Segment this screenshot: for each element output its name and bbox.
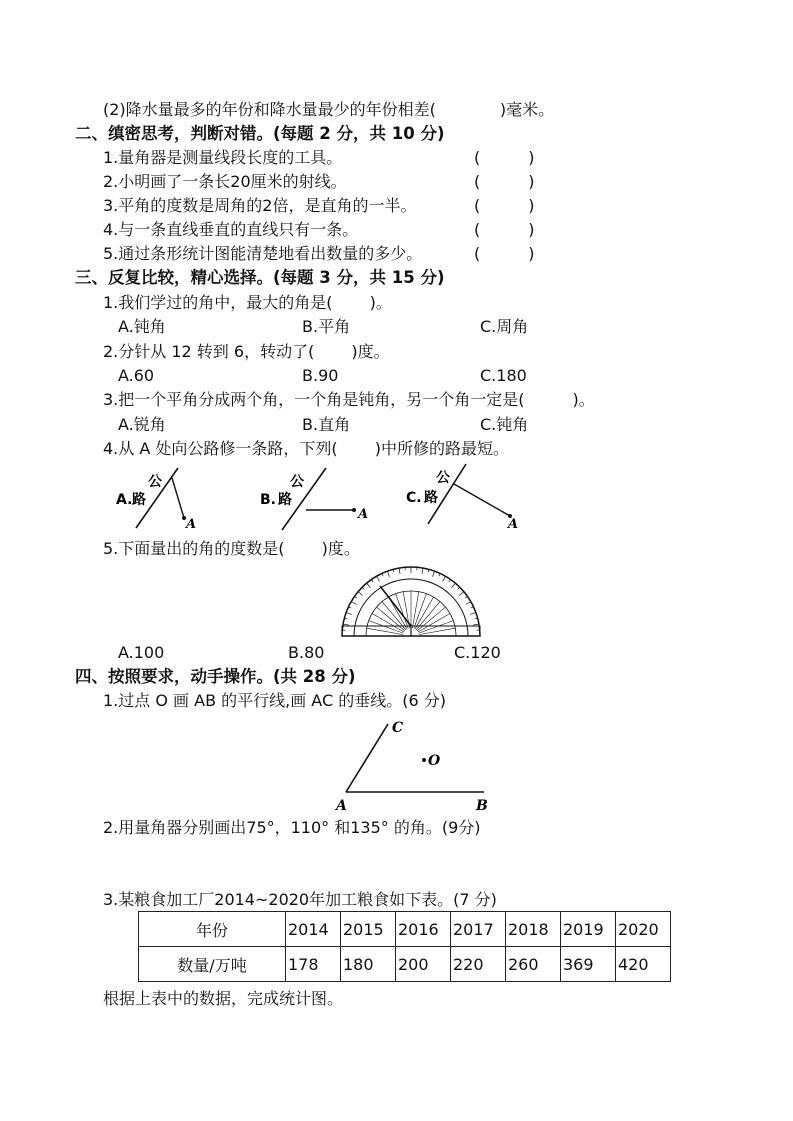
judge-item-4: 4.与一条直线垂直的直线只有一条。	[103, 220, 359, 239]
road-figure-c[interactable]	[406, 464, 518, 532]
choice-q3: 3.把一个平角分成两个角，一个角是钝角，另一个角一定是( )。	[103, 390, 595, 409]
choice-q2: 2.分针从 12 转到 6，转动了( )度。	[103, 342, 390, 361]
operate-q2: 2.用量角器分别画出75°，110° 和135° 的角。(9分)	[103, 818, 481, 837]
table-year-cell: 2014	[286, 912, 341, 947]
section-3-title: 三、反复比较，精心选择。(每题 3 分，共 15 分)	[75, 268, 445, 287]
table-year-cell: 2018	[506, 912, 561, 947]
table-year-cell: 2017	[451, 912, 506, 947]
table-value-cell: 180	[341, 947, 396, 982]
protractor-tick	[428, 569, 429, 572]
road-c-gong: 公	[436, 470, 450, 486]
table-year-cell: 2020	[616, 912, 671, 947]
choice-q3-option-a[interactable]: A.锐角	[118, 415, 166, 434]
judge-item-2: 2.小明画了一条长20厘米的射线。	[103, 172, 347, 191]
protractor-tick	[471, 607, 474, 608]
table-year-cell: 2019	[561, 912, 616, 947]
protractor-tick	[351, 602, 356, 605]
protractor-tick	[449, 579, 451, 581]
protractor-tick	[362, 587, 364, 589]
protractor-tick	[443, 576, 446, 581]
road-c-path-line	[454, 484, 510, 516]
protractor-tick	[475, 618, 478, 619]
protractor-tick	[459, 592, 464, 596]
table-value-cell: 178	[286, 947, 341, 982]
protractor-tick	[367, 583, 371, 588]
protractor-tick	[465, 596, 467, 598]
road-a-gong: 公	[148, 474, 162, 490]
choice-q5-option-c[interactable]: C.120	[454, 643, 501, 662]
judge-bracket-4[interactable]: ( )	[474, 220, 535, 239]
section-2-title: 二、缜密思考，判断对错。(每题 2 分，共 10 分)	[75, 124, 445, 143]
protractor-measured-ray	[380, 586, 411, 626]
section-4-title: 四、按照要求，动手操作。(共 28 分)	[75, 667, 356, 686]
protractor-ray	[417, 607, 445, 631]
point-o	[422, 758, 426, 762]
table-year-cell: 2016	[396, 912, 451, 947]
table-header-year: 年份	[139, 912, 286, 947]
road-b-label: B.	[260, 492, 276, 508]
choice-q1-option-c[interactable]: C.周角	[480, 317, 529, 336]
protractor-tick	[343, 624, 349, 625]
judge-bracket-3[interactable]: ( )	[474, 196, 535, 215]
road-figure-b[interactable]	[260, 468, 368, 530]
label-o: O	[428, 753, 441, 769]
choice-q3-option-b[interactable]: B.直角	[302, 415, 351, 434]
choice-q1-option-b[interactable]: B.平角	[302, 317, 351, 336]
choice-q2-option-b[interactable]: B.90	[302, 366, 339, 385]
road-c-point-label: A	[508, 517, 519, 532]
protractor-tick	[470, 612, 476, 614]
protractor-tick	[433, 571, 435, 577]
road-figures	[110, 462, 540, 534]
protractor-figure	[340, 560, 482, 640]
choice-q2-option-a[interactable]: A.60	[118, 366, 155, 385]
label-b: B	[476, 798, 488, 812]
label-a: A	[336, 798, 347, 812]
protractor-tick	[377, 576, 380, 581]
protractor-tick	[473, 624, 479, 625]
protractor-tick	[371, 579, 373, 581]
judge-bracket-5[interactable]: ( )	[474, 244, 535, 263]
judge-item-5: 5.通过条形统计图能清楚地看出数量的多少。	[103, 244, 423, 263]
protractor-ray	[377, 607, 405, 631]
road-a-label: A.	[116, 492, 133, 508]
choice-q5: 5.下面量出的角的度数是( )度。	[103, 539, 360, 558]
table-header-quantity: 数量/万吨	[139, 947, 286, 982]
protractor-tick	[358, 592, 363, 596]
choice-q5-option-a[interactable]: A.100	[118, 643, 165, 662]
protractor-tick	[387, 571, 389, 577]
protractor-tick	[466, 602, 471, 605]
table-value-cell: 200	[396, 947, 451, 982]
grain-table	[138, 911, 671, 982]
road-a-point-label: A	[186, 517, 197, 532]
table-row	[139, 947, 671, 982]
choice-q4: 4.从 A 处向公路修一条路，下列( )中所修的路最短。	[103, 439, 509, 458]
table-row	[139, 912, 671, 947]
road-a-path-line	[172, 478, 184, 518]
protractor-tick	[451, 583, 455, 588]
choice-q3-option-c[interactable]: C.钝角	[480, 415, 529, 434]
operate-q3-followup: 根据上表中的数据，完成统计图。	[103, 989, 344, 1008]
choice-q1-option-a[interactable]: A.钝角	[118, 317, 166, 336]
operate-q1: 1.过点 O 画 AB 的平行线,画 AC 的垂线。(6 分)	[103, 691, 446, 710]
protractor-tick	[348, 607, 351, 608]
protractor-tick	[458, 587, 460, 589]
choice-q2-option-c[interactable]: C.180	[480, 366, 527, 385]
label-c: C	[392, 720, 404, 736]
judge-bracket-2[interactable]: ( )	[474, 172, 535, 191]
table-value-cell: 420	[616, 947, 671, 982]
road-figure-a[interactable]	[116, 468, 196, 532]
road-b-point-label: A	[358, 507, 369, 522]
road-b-gong: 公	[290, 474, 304, 490]
ray-ac	[346, 724, 388, 792]
road-c-label: C.	[406, 490, 422, 506]
protractor-tick	[422, 568, 423, 574]
protractor-tick	[393, 569, 394, 572]
choice-q5-option-b[interactable]: B.80	[288, 643, 325, 662]
table-value-cell: 220	[451, 947, 506, 982]
table-value-cell: 260	[506, 947, 561, 982]
protractor-tick	[382, 573, 383, 576]
protractor-ray	[415, 597, 434, 629]
road-a-lu: 路	[132, 492, 146, 508]
table-value-cell: 369	[561, 947, 616, 982]
protractor-tick	[399, 568, 400, 574]
road-b-point	[352, 508, 356, 512]
judge-bracket-1[interactable]: ( )	[474, 148, 535, 167]
judge-item-3: 3.平角的度数是周角的2倍，是直角的一半。	[103, 196, 417, 215]
road-c-lu: 路	[424, 490, 438, 506]
protractor-tick	[354, 596, 356, 598]
judge-item-1: 1.量角器是测量线段长度的工具。	[103, 148, 343, 167]
operate-q3: 3.某粮食加工厂2014~2020年加工粮食如下表。(7 分)	[103, 890, 497, 909]
protractor-tick	[344, 618, 347, 619]
protractor-tick	[346, 612, 352, 614]
protractor-tick	[439, 573, 440, 576]
table-year-cell: 2015	[341, 912, 396, 947]
road-b-lu: 路	[278, 492, 292, 508]
choice-q1: 1.我们学过的角中，最大的角是( )。	[103, 293, 392, 312]
angle-figure	[330, 714, 500, 812]
question-2-2: (2)降水量最多的年份和降水量最少的年份相差( )毫米。	[103, 100, 555, 119]
